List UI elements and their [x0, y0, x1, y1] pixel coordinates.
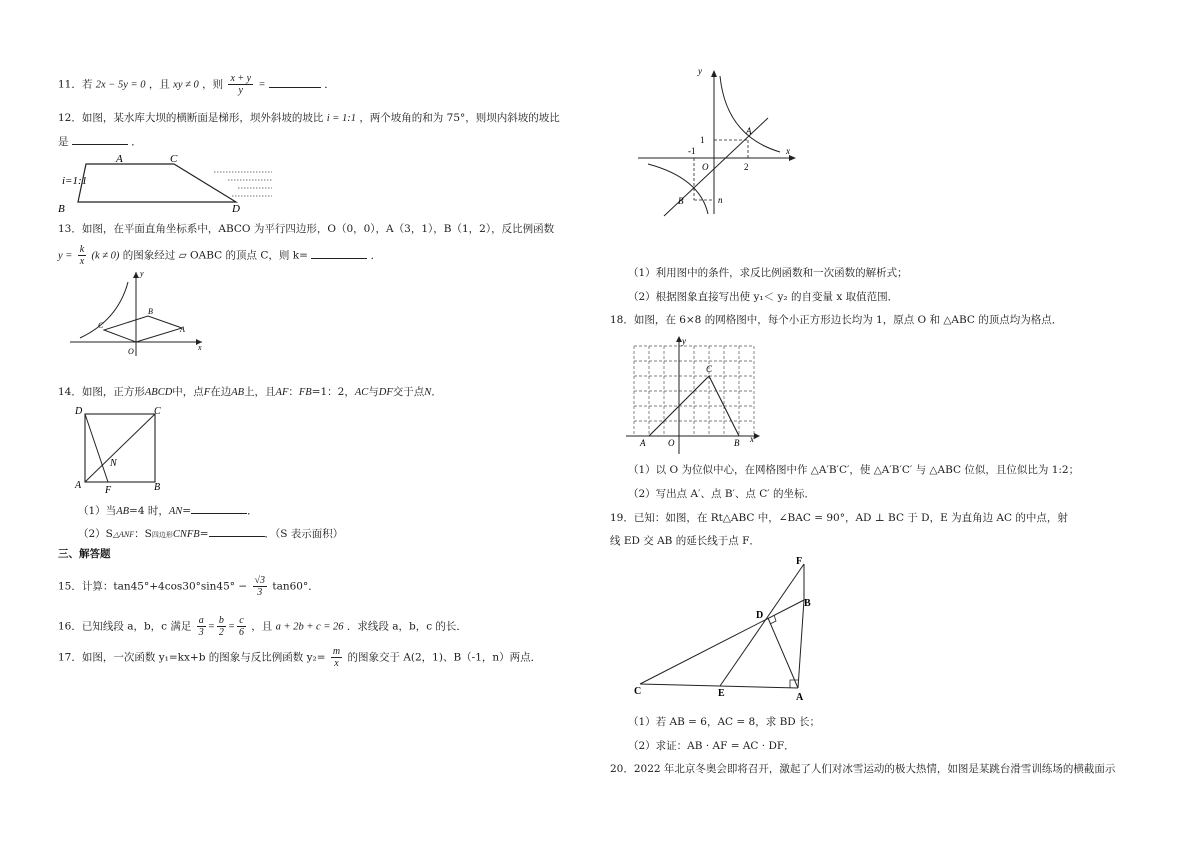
- q12-text-2: 是: [58, 136, 69, 148]
- slope-label: i=1:1: [62, 175, 88, 187]
- q14-s2-eq: =: [199, 528, 209, 540]
- q14-s2-cnfb: CNFB: [172, 529, 200, 540]
- label-C: C: [170, 153, 178, 165]
- q14-s1-eq: =: [182, 505, 192, 517]
- label-A: A: [640, 438, 646, 448]
- q13-fraction: $\frac{k}{x}$: [79, 244, 85, 267]
- axis-x: x: [198, 343, 202, 352]
- question-12-line2: [58, 134, 142, 149]
- q11-mid: ，且: [148, 78, 170, 91]
- q11-equation: 2x − 5y = 0: [95, 79, 146, 91]
- label-A: A: [746, 126, 752, 136]
- q14-text: 14．如图，正方形: [58, 386, 145, 398]
- dam-trapezoid-figure: [58, 150, 282, 216]
- q16-frac-a: $\frac{a}{3}$: [198, 615, 204, 638]
- grid-figure-q18: [624, 336, 764, 458]
- q12-text-b: ，两个坡角的和为 75°，则坝内斜坡的坡比: [359, 112, 560, 124]
- q14-t9: ．: [431, 386, 442, 398]
- q11-equals: =: [258, 79, 266, 91]
- q14-s2-tri: △ANF: [112, 530, 135, 539]
- axis-x: x: [750, 434, 754, 444]
- question-16: [58, 615, 467, 638]
- label-n: n: [718, 195, 723, 205]
- label-O: O: [702, 162, 709, 172]
- q11-end: ．: [324, 78, 335, 91]
- q11-answer-blank[interactable]: [269, 77, 321, 88]
- q19-sub2: （2）求证：AB · AF = AC · DF．: [628, 740, 795, 752]
- q16-mid: ，且: [251, 620, 273, 633]
- q12-ratio: i = 1:1: [326, 113, 356, 124]
- question-14-sub2: [78, 526, 343, 542]
- q17-sub2: （2）根据图象直接写出使 y₁＜ y₂ 的自变量 x 取值范围．: [628, 291, 899, 303]
- label-F: F: [105, 485, 112, 496]
- label-F: F: [796, 556, 803, 567]
- question-13-line1: 13．如图，在平面直角坐标系中，ABCO 为平行四边形，O（0，0），A（3，1），B（1，2），反比例函数: [58, 223, 555, 235]
- q17-pre: 17．如图，一次函数 y₁=kx+b 的图象与反比例函数 y₂=: [58, 651, 326, 664]
- q16-cond: a + 2b + c = 26: [275, 621, 344, 633]
- question-13-line2: [58, 244, 381, 267]
- section-heading: 三、解答题: [58, 548, 111, 560]
- q17-fraction: $\frac{m}{x}$: [332, 646, 341, 669]
- q14-n: N: [424, 387, 432, 398]
- q16-frac-b: $\frac{b}{2}$: [218, 615, 224, 638]
- q11-prefix: 11．若: [58, 78, 93, 91]
- q14-t5: ：: [288, 386, 299, 398]
- q17-post: 的图象交于 A(2，1)、B（-1，n）两点．: [347, 651, 542, 664]
- question-17: [58, 646, 541, 669]
- label-C: C: [634, 686, 642, 697]
- axis-y: y: [682, 336, 686, 346]
- q16-pre: 16．已知线段 a，b，c 满足: [58, 620, 192, 633]
- label-D: D: [75, 406, 83, 417]
- q14-s2-end: ．（S 表示面积）: [264, 528, 344, 540]
- q18-sub1: （1）以 O 为位似中心，在网格图中作 △A′B′C′，使 △A′B′C′ 与 △ABC 位似，且位似比为 1:2；: [628, 464, 1080, 476]
- q14-s2-quad: 四边形: [151, 531, 173, 539]
- q14-s1-mid: =4 时，: [129, 505, 169, 517]
- question-18: 18．如图，在 6×8 的网格图中，每个小正方形边长均为 1，原点 O 和 △ABC 的顶点均为格点．: [610, 314, 1063, 326]
- question-19-line1: 19．已知：如图，在 Rt△ABC 中，∠BAC = 90°，AD ⊥ BC 于 D，E 为直角边 AC 的中点，射: [610, 512, 1068, 524]
- q12-text: 12．如图，某水库大坝的横断面是梯形，坝外斜坡的坡比: [58, 112, 324, 124]
- label-B: B: [734, 438, 740, 448]
- parallelogram: [104, 316, 182, 342]
- q14-sub1-answer-blank[interactable]: [191, 503, 247, 514]
- label-C: C: [98, 321, 104, 330]
- q14-t3: 在边: [210, 386, 232, 398]
- hyperbola-branch-2: [648, 164, 708, 214]
- q16-eq2: =: [227, 621, 235, 633]
- q14-s1-an: AN: [168, 506, 183, 517]
- label-C: C: [706, 364, 713, 374]
- label-C: C: [154, 406, 161, 417]
- label-A: A: [180, 325, 185, 334]
- q14-s2-colon: ：S: [134, 528, 152, 540]
- label-B: B: [154, 482, 161, 493]
- q15-pre: 15．计算：tan45°+4cos30°sin45°: [58, 580, 236, 593]
- axis-x: x: [786, 146, 790, 156]
- q14-af: AF: [275, 387, 289, 398]
- question-20: 20．2022 年北京冬奥会即将召开，激起了人们对冰雪运动的极大热情，如图是某跳台滑雪训练场的横截面示: [610, 763, 1116, 775]
- q12-answer-blank[interactable]: [72, 134, 128, 145]
- question-19-line2: 线 ED 交 AB 的延长线于点 F．: [610, 535, 760, 547]
- q14-s2-pre: （2）S: [78, 528, 113, 540]
- function-graph-q17: [634, 66, 804, 216]
- q14-df: DF: [378, 387, 393, 398]
- q16-post: ．求线段 a，b，c 的长．: [346, 620, 467, 633]
- label-O: O: [668, 438, 675, 448]
- q17-sub1: （1）利用图中的条件，求反比例函数和一次函数的解析式；: [628, 267, 908, 279]
- q15-minus: −: [238, 580, 248, 593]
- q16-frac-c: $\frac{c}{6}$: [238, 615, 244, 638]
- q14-t8: 交于点: [392, 386, 425, 398]
- q11-fraction: $\frac{x + y}{y}$: [230, 73, 252, 96]
- question-11: [58, 73, 335, 96]
- q15-post: tan60°．: [272, 580, 319, 593]
- question-12-line1: [58, 111, 560, 126]
- axis-y: y: [698, 66, 702, 76]
- q13-answer-blank[interactable]: [311, 248, 367, 259]
- q16-eq1: =: [207, 621, 215, 633]
- q14-ab: AB: [231, 387, 245, 398]
- q14-abcd: ABCD: [144, 387, 173, 398]
- label-A: A: [75, 480, 82, 491]
- q14-ac: AC: [354, 387, 369, 398]
- label-A: A: [116, 153, 123, 165]
- q13-func: y =: [58, 250, 73, 262]
- right-triangle-figure-q19: [630, 552, 820, 702]
- q14-t4: 上，且: [244, 386, 276, 398]
- q14-s1-ab: AB: [116, 506, 130, 517]
- q14-f: F: [203, 387, 211, 398]
- q14-t6: =1：2，: [311, 386, 355, 398]
- trapezoid: [78, 164, 236, 202]
- q14-s1-pre: （1）当: [78, 505, 117, 517]
- q11-condition: xy ≠ 0: [173, 79, 199, 91]
- q14-t2: 中，点: [172, 386, 204, 398]
- q19-sub1: （1）若 AB = 6，AC = 8，求 BD 长；: [628, 716, 821, 728]
- square-abcd-figure: [72, 402, 172, 494]
- axis-y: y: [140, 269, 144, 278]
- q11-then: ，则: [202, 78, 224, 91]
- label-D: D: [232, 203, 240, 215]
- tick-neg1: -1: [688, 146, 696, 156]
- parallelogram-coordinate-figure: [70, 268, 210, 358]
- label-D: D: [756, 610, 764, 621]
- tick-1: 1: [700, 135, 705, 145]
- label-B: B: [804, 598, 811, 609]
- q14-fb: FB: [298, 387, 312, 398]
- q12-end: ．: [131, 136, 142, 148]
- label-B: B: [678, 196, 684, 206]
- label-B: B: [58, 203, 65, 215]
- label-A: A: [796, 692, 804, 703]
- q14-sub2-answer-blank[interactable]: [209, 526, 265, 537]
- question-14: [58, 385, 442, 400]
- label-E: E: [718, 688, 725, 699]
- question-15: [58, 575, 319, 598]
- label-N: N: [110, 458, 117, 469]
- question-14-sub1: [78, 503, 258, 519]
- tick-2: 2: [744, 162, 749, 172]
- label-B: B: [148, 307, 153, 316]
- q13-end: ．: [370, 249, 382, 262]
- hyperbola-branch-1: [720, 76, 780, 152]
- q14-s1-end: ．: [247, 505, 258, 517]
- q13-text-2: 的图象经过 ▱ OABC 的顶点 C，则 k=: [122, 249, 308, 262]
- q15-fraction: $\frac{√3}{3}$: [254, 575, 266, 598]
- q13-condition: (k ≠ 0): [91, 250, 120, 262]
- q14-t7: 与: [368, 386, 379, 398]
- label-O: O: [128, 347, 134, 356]
- q18-sub2: （2）写出点 A′、点 B′、点 C′ 的坐标．: [628, 488, 816, 500]
